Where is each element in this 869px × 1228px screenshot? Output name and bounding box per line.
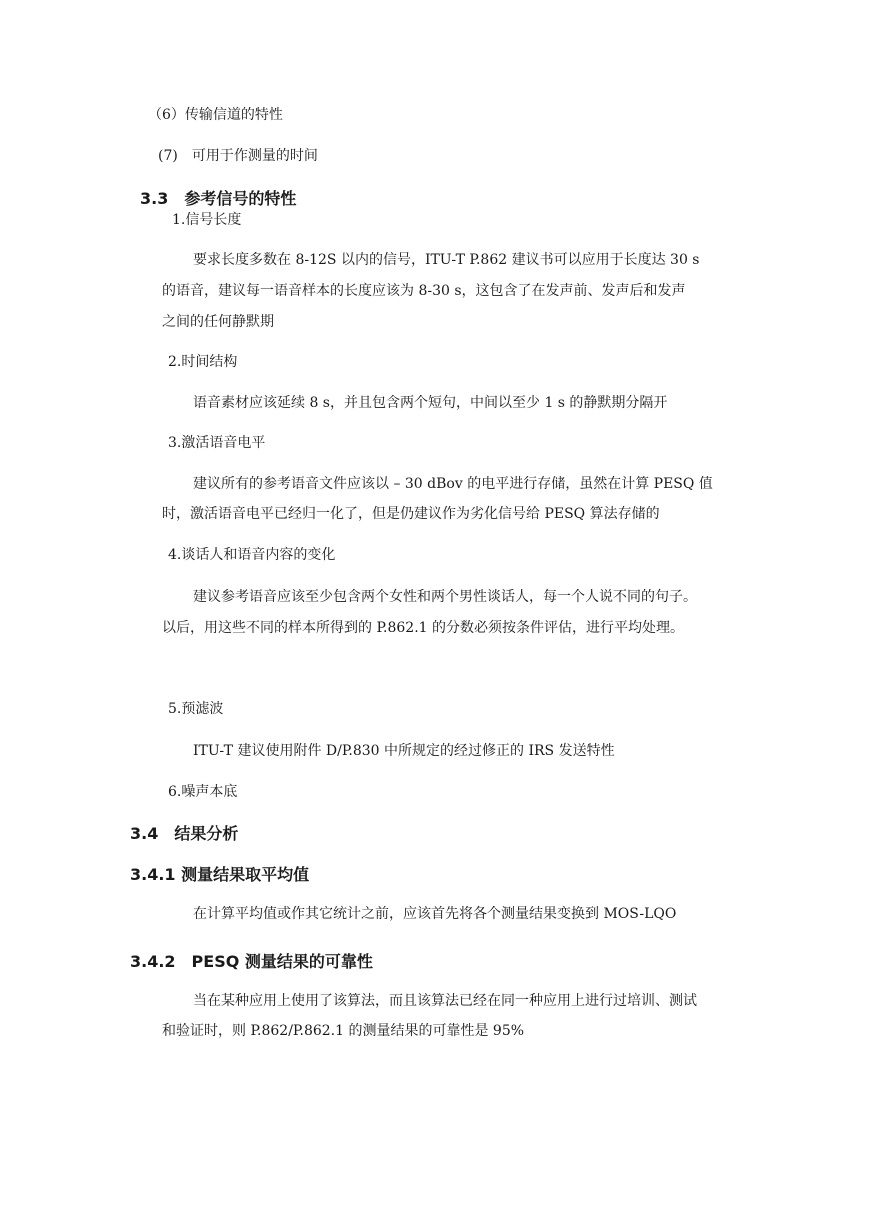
section-heading-3-3: 3.3 参考信号的特性 — [140, 189, 297, 208]
paragraph-line: 的语音，建议每一语音样本的长度应该为 8-30 s，这包含了在发声前、发声后和发声 — [162, 283, 686, 299]
section-heading-3-4: 3.4 结果分析 — [130, 824, 239, 843]
paragraph-line: 以后，用这些不同的样本所得到的 P.862.1 的分数必须按条件评估，进行平均处理。 — [162, 620, 685, 636]
section-heading-3-4-2: 3.4.2 PESQ 测量结果的可靠性 — [130, 952, 373, 971]
list-item-6: （6）传输信道的特性 — [148, 107, 283, 123]
subsection-title-talkers: 4.谈话人和语音内容的变化 — [168, 547, 336, 563]
subsection-title-signal-length: 1.信号长度 — [172, 212, 242, 228]
subsection-title-time-structure: 2.时间结构 — [168, 354, 238, 370]
paragraph-line: 当在某种应用上使用了该算法，而且该算法已经在同一种应用上进行过培训、测试 — [193, 993, 697, 1009]
paragraph-line: 语音素材应该延续 8 s，并且包含两个短句，中间以至少 1 s 的静默期分隔开 — [193, 395, 668, 411]
paragraph-line: 建议所有的参考语音文件应该以 – 30 dBov 的电平进行存储，虽然在计算 PESQ 值 — [193, 476, 713, 492]
paragraph-line: 时，激活语音电平已经归一化了，但是仍建议作为劣化信号给 PESQ 算法存储的 — [162, 506, 660, 522]
subsection-title-pre-filtering: 5.预滤波 — [168, 701, 224, 717]
list-item-7: (7) 可用于作测量的时间 — [158, 148, 318, 164]
subsection-title-active-speech-level: 3.激活语音电平 — [168, 435, 266, 451]
paragraph-line: 和验证时，则 P.862/P.862.1 的测量结果的可靠性是 95% — [162, 1023, 525, 1039]
paragraph-line: ITU-T 建议使用附件 D/P.830 中所规定的经过修正的 IRS 发送特性 — [193, 743, 615, 759]
paragraph-line: 建议参考语音应该至少包含两个女性和两个男性谈话人，每一个人说不同的句子。 — [193, 589, 697, 605]
subsection-title-noise-floor: 6.噪声本底 — [168, 784, 238, 800]
paragraph-line: 要求长度多数在 8-12S 以内的信号，ITU-T P.862 建议书可以应用于长度达 30 s — [193, 252, 700, 268]
paragraph-line: 在计算平均值或作其它统计之前，应该首先将各个测量结果变换到 MOS-LQO — [193, 906, 677, 922]
paragraph-line: 之间的任何静默期 — [162, 314, 274, 330]
section-heading-3-4-1: 3.4.1 测量结果取平均值 — [130, 865, 310, 884]
